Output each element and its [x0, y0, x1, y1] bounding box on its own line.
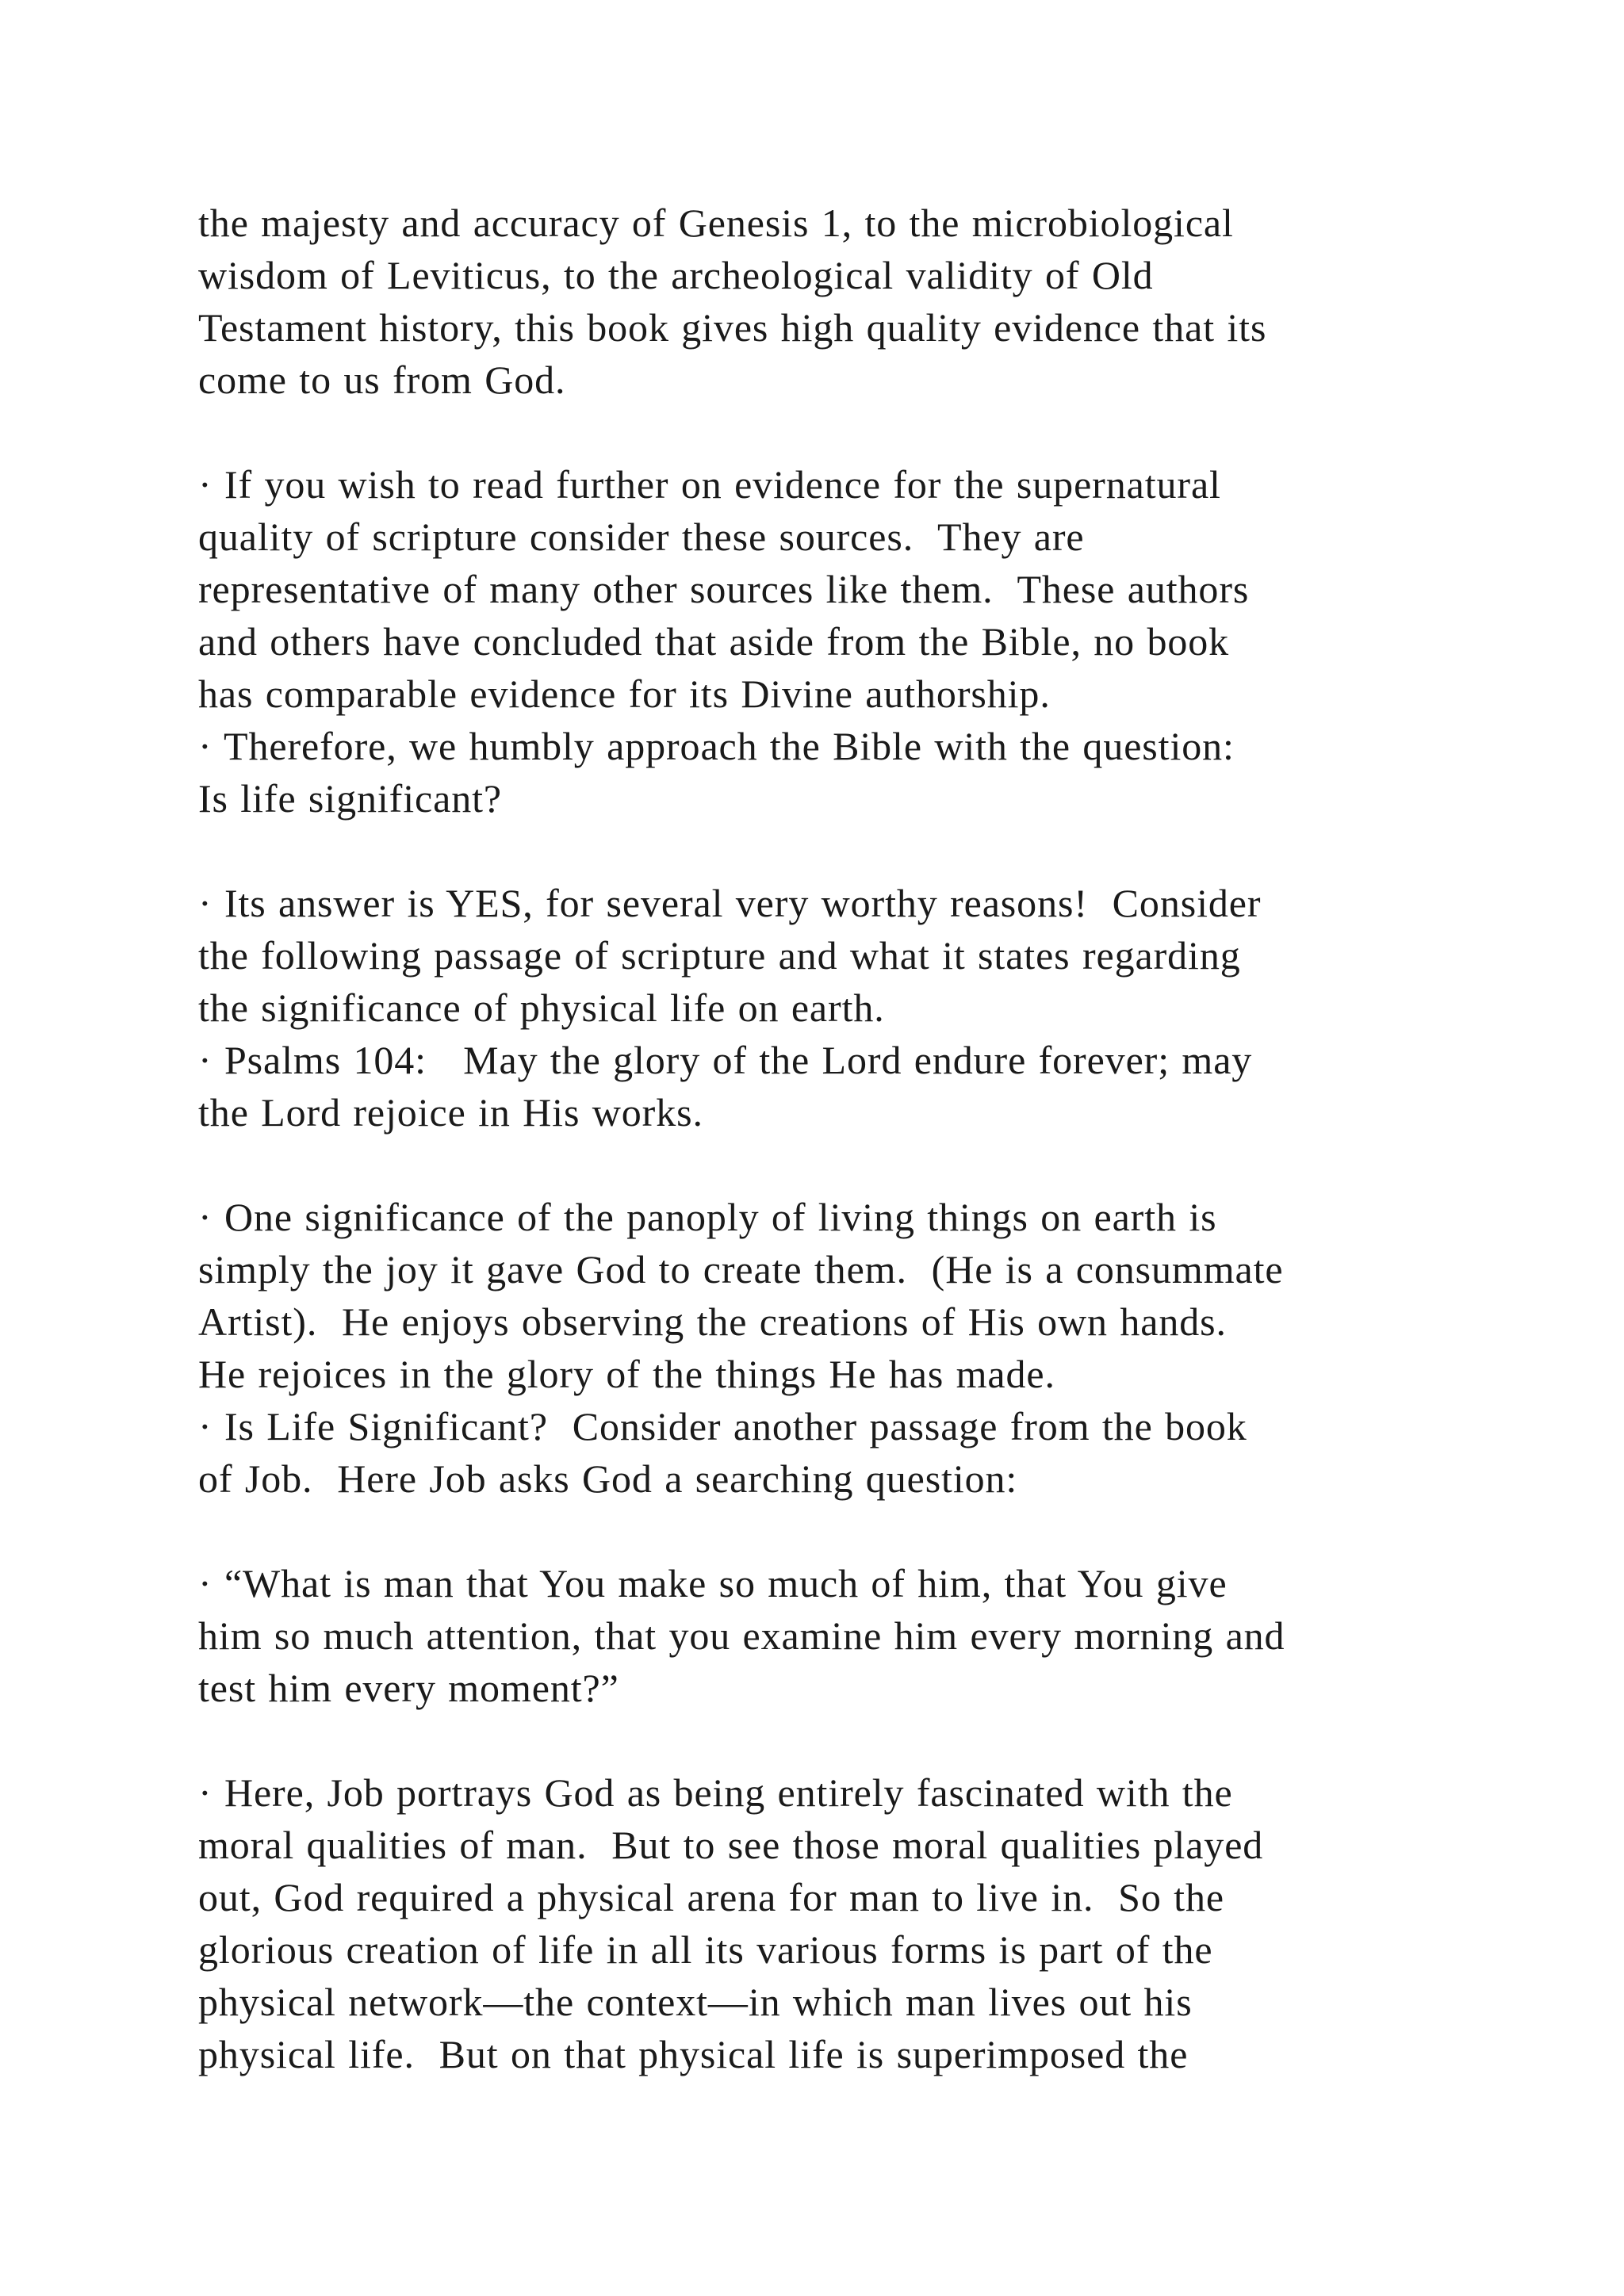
text-line: · Therefore, we humbly approach the Bible with the question:: [198, 724, 1235, 768]
text-line: the following passage of scripture and what it states regarding: [198, 933, 1241, 978]
text-line: · Psalms 104: May the glory of the Lord endure forever; may: [198, 1038, 1253, 1082]
paragraph-gap: [198, 1714, 1499, 1766]
text-line: · Here, Job portrays God as being entirely fascinated with the: [198, 1770, 1233, 1815]
text-line: Artist). He enjoys observing the creations of His own hands.: [198, 1299, 1227, 1344]
text-line: out, God required a physical arena for man to live in. So the: [198, 1875, 1224, 1919]
text-line: of Job. Here Job asks God a searching question:: [198, 1456, 1018, 1501]
text-line: Is life significant?: [198, 776, 502, 821]
text-line: glorious creation of life in all its various forms is part of the: [198, 1927, 1213, 1972]
text-line: representative of many other sources like them. These authors: [198, 567, 1250, 611]
text-line: the Lord rejoice in His works.: [198, 1090, 703, 1135]
text-line: and others have concluded that aside from the Bible, no book: [198, 619, 1230, 664]
text-line: come to us from God.: [198, 358, 566, 402]
paragraph-gap: [198, 825, 1499, 877]
text-line: physical network—the context—in which man lives out his: [198, 1980, 1193, 2024]
text-line: simply the joy it gave God to create them. (He is a consummate: [198, 1247, 1284, 1292]
text-line: the majesty and accuracy of Genesis 1, to the microbiological: [198, 201, 1234, 245]
text-line: the significance of physical life on earth.: [198, 985, 885, 1030]
text-line: · One significance of the panoply of living things on earth is: [198, 1195, 1217, 1239]
text-line: has comparable evidence for its Divine authorship.: [198, 672, 1051, 716]
text-line: quality of scripture consider these sources. They are: [198, 515, 1085, 559]
body-text: [198, 197, 1499, 2080]
text-line: He rejoices in the glory of the things He has made.: [198, 1352, 1055, 1396]
text-line: · “What is man that You make so much of him, that You give: [198, 1561, 1228, 1605]
text-line: Testament history, this book gives high quality evidence that its: [198, 305, 1267, 350]
paragraph-gap: [198, 1138, 1499, 1191]
paragraph-gap: [198, 406, 1499, 458]
text-line: physical life. But on that physical life is superimposed the: [198, 2032, 1189, 2076]
text-line: him so much attention, that you examine him every morning and: [198, 1613, 1285, 1658]
text-line: · If you wish to read further on evidence for the supernatural: [198, 462, 1221, 507]
text-line: wisdom of Leviticus, to the archeological validity of Old: [198, 253, 1154, 297]
paragraph-gap: [198, 1505, 1499, 1557]
text-line: · Is Life Significant? Consider another passage from the book: [198, 1404, 1247, 1448]
text-line: moral qualities of man. But to see those moral qualities played: [198, 1823, 1264, 1867]
text-line: test him every moment?”: [198, 1666, 619, 1710]
text-line: · Its answer is YES, for several very worthy reasons! Consider: [198, 881, 1262, 925]
